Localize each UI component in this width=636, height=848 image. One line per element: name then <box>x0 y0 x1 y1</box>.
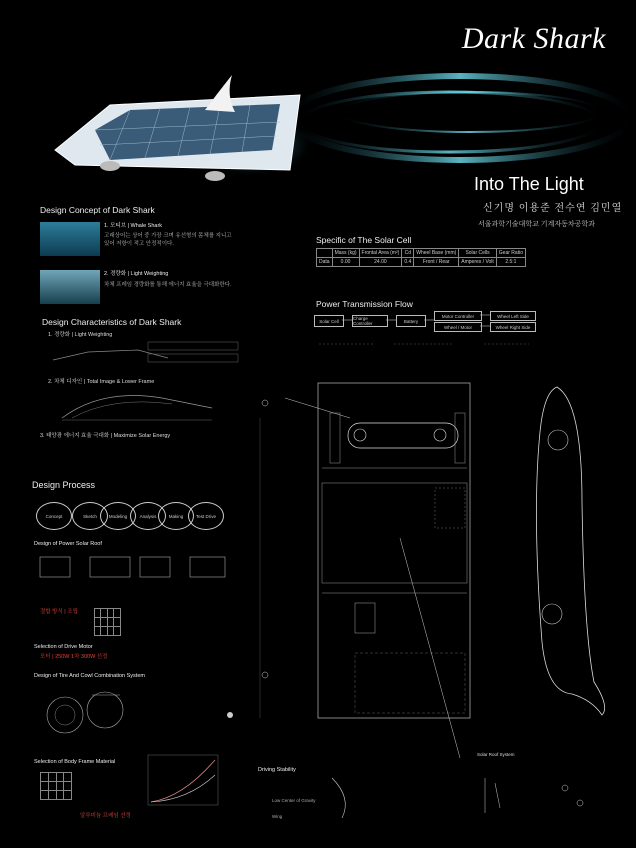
cell-header-6: Gear Ratio <box>496 249 525 258</box>
tire-cowl-diagram <box>40 685 240 745</box>
frame-table <box>40 772 72 800</box>
frame-note: 알루미늄 프레임 선정 <box>80 813 131 819</box>
flow-box-2: Charge Controller <box>352 315 388 327</box>
concept-item2-text: 차체 프레임 경량화를 통해 에너지 효율을 극대화한다. <box>104 282 232 288</box>
solar-cell-heading: Specific of The Solar Cell <box>316 235 412 245</box>
flow-arrows <box>314 312 534 352</box>
tire-cowl-heading: Design of Tire And Cowl Combination System <box>34 673 145 679</box>
authors: 신기명 이용준 전수연 김민열 <box>483 203 623 214</box>
cell-value: 2.5:1 <box>496 258 525 267</box>
flow-side-left: Wheel Left Side <box>490 311 536 321</box>
flow-box-1: Solar Cell <box>314 315 344 327</box>
poster-title: Dark Shark <box>461 22 606 55</box>
concept-item2-title: 2. 경량화 | Light Weighting <box>104 271 169 277</box>
cell-value: Data <box>317 258 333 267</box>
light-weighting-photo <box>40 270 100 304</box>
cell-value: 24.00 <box>359 258 402 267</box>
school-name: 서울과학기술대학교 기계자동차공학과 <box>478 221 595 228</box>
frame-sketch <box>62 388 222 426</box>
solar-roof-heading: Design of Power Solar Roof <box>34 541 102 547</box>
drive-motor-heading: Selection of Drive Motor <box>34 644 93 650</box>
cell-header-0 <box>317 249 333 258</box>
flow-box-5: Wheel / Motor <box>434 322 482 332</box>
side-view-drawing <box>522 382 612 722</box>
process-step-2: Sketch <box>72 502 108 530</box>
process-step-6: Test Drive <box>188 502 224 530</box>
cell-header-1: Mass (kg) <box>332 249 359 258</box>
concept-heading: Design Concept of Dark Shark <box>40 205 155 215</box>
process-step-1: Concept <box>36 502 72 530</box>
process-step-3: Modeling <box>100 502 136 530</box>
hero-illustration <box>0 0 636 200</box>
cell-header-3: Cd <box>402 249 414 258</box>
whale-shark-photo <box>40 222 100 256</box>
cell-header-4: Wheel Base (mm) <box>414 249 459 258</box>
cell-value: Amperes / Volt <box>459 258 497 267</box>
characteristics-heading: Design Characteristics of Dark Shark <box>42 317 182 327</box>
solar-roof-system-label: Solar Roof System <box>477 752 515 757</box>
power-flow-heading: Power Transmission Flow <box>316 299 413 309</box>
characteristics-item1: 1. 경량화 | Light Weighting <box>48 332 113 338</box>
stability-arrows <box>322 768 382 828</box>
process-heading: Design Process <box>32 480 96 490</box>
solar-roof-table <box>94 608 121 636</box>
cell-value: 0.00 <box>332 258 359 267</box>
poster-subtitle: Into The Light <box>474 174 584 194</box>
cell-header-5: Solar Cells <box>459 249 497 258</box>
motor-note: 모터 | 250W 1차 300W 선정 <box>40 654 108 660</box>
solar-roof-panels <box>40 555 240 585</box>
characteristics-item2: 2. 차체 디자인 | Total Image & Lower Frame <box>48 379 155 385</box>
flow-box-3: Battery <box>396 315 426 327</box>
frame-material-chart <box>148 755 218 805</box>
stability-item-2: Wing <box>272 814 283 819</box>
cell-value: Front / Rear <box>414 258 459 267</box>
red-note: 결합 방식 | 조립 <box>40 609 78 615</box>
solar-cell-table <box>316 248 526 267</box>
driving-stability-heading: Driving Stability <box>258 767 296 773</box>
process-step-5: Making <box>158 502 194 530</box>
flow-box-4: Motor Controller <box>434 311 482 321</box>
cell-header-2: Frontal Area (m²) <box>359 249 402 258</box>
solar-roof-mini-sketch <box>475 768 595 828</box>
flow-side-right: Wheel Right Side <box>490 322 536 332</box>
stability-item-1: Low Center of Gravity <box>272 798 316 803</box>
cell-value: 0.4 <box>402 258 414 267</box>
lightweight-sketch <box>48 340 248 380</box>
characteristics-item3: 3. 태양광 에너지 효율 극대화 | Maximize Solar Energy <box>40 433 171 439</box>
concept-item1-title: 1. 모티브 | Whale Shark <box>104 223 163 229</box>
concept-item1-text: 고래상어는 상어 중 가장 크며 유선형의 몸체를 지니고 있어 저항이 적고 안정적이다. <box>104 233 232 247</box>
body-frame-heading: Selection of Body Frame Material <box>34 759 116 765</box>
process-step-4: Analysis <box>130 502 166 530</box>
